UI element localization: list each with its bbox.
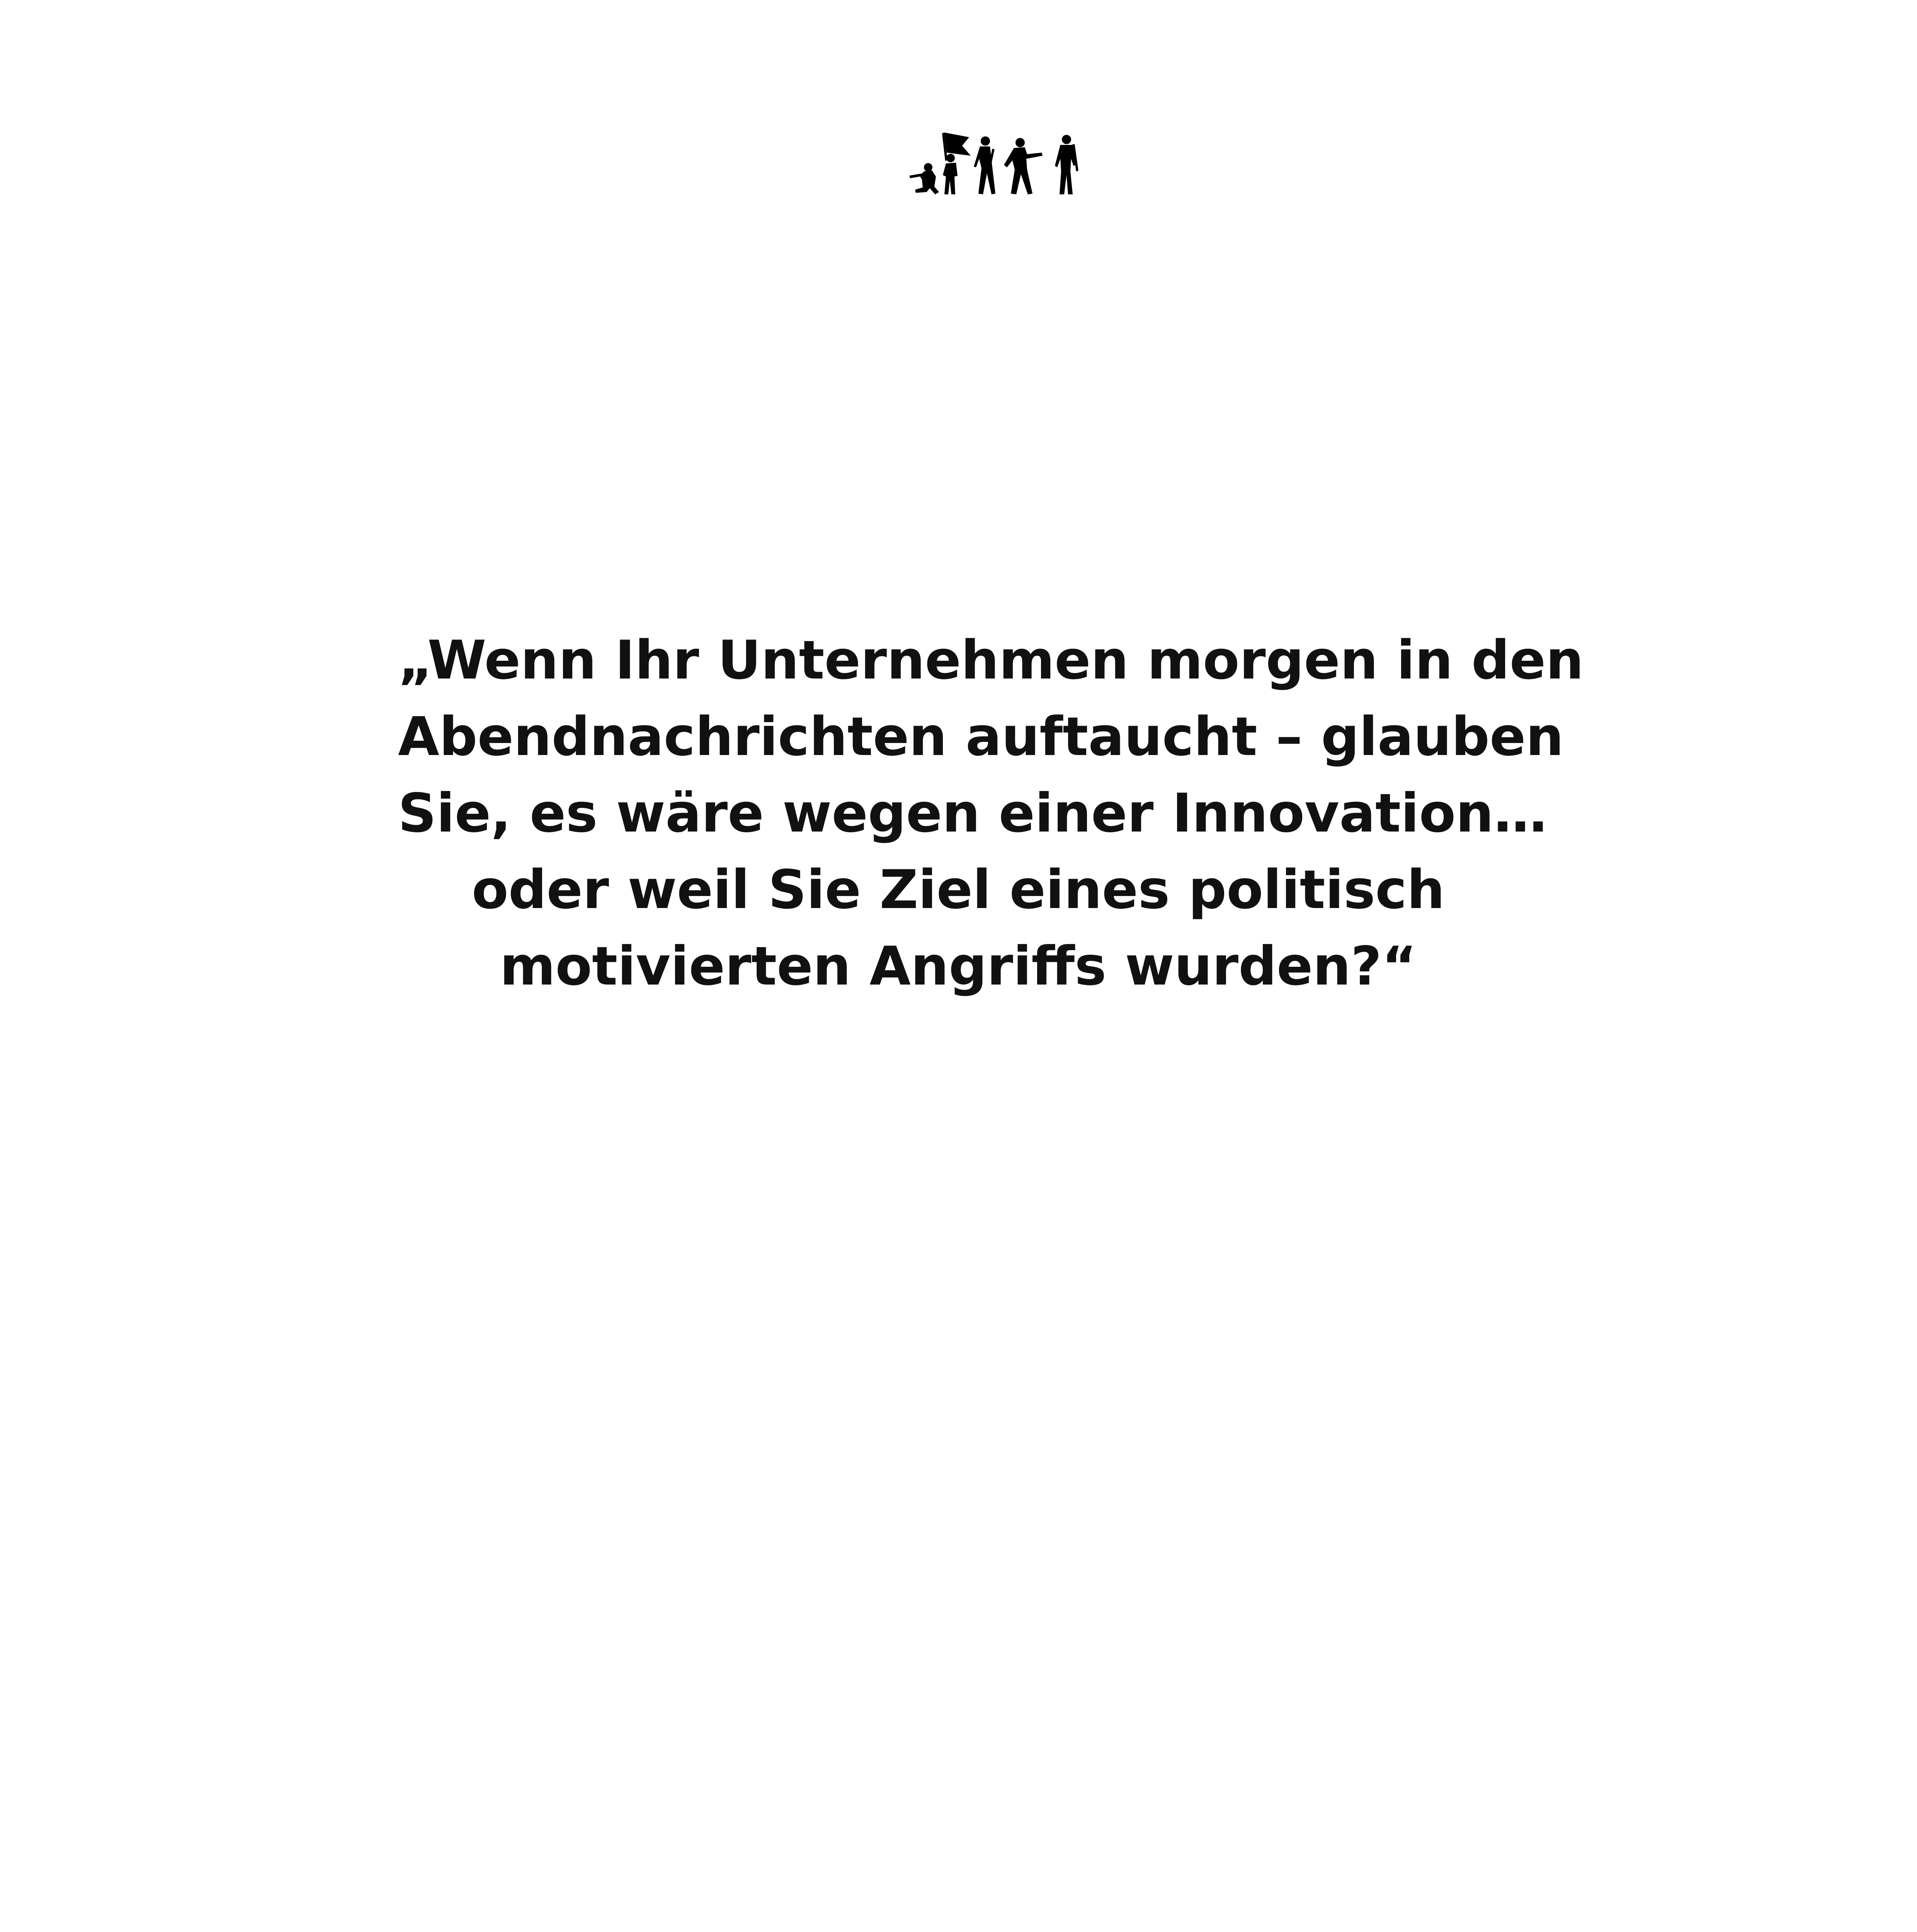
aiming-soldier-icon — [1004, 138, 1043, 194]
walking-soldier-icon — [974, 136, 995, 194]
flag-bearer-icon — [942, 133, 971, 194]
soldier-silhouettes-icon — [904, 122, 1090, 199]
quote-line: „Wenn Ihr Unternehmen morgen in den — [398, 629, 1584, 691]
quote-line: oder weil Sie Ziel eines politisch — [471, 859, 1445, 921]
quote-block — [398, 622, 1584, 1005]
quote-line: motivierten Angriffs wurden?“ — [500, 935, 1417, 997]
standing-soldier-icon — [1055, 135, 1078, 194]
quote-line: Abendnachrichten auftaucht – glauben — [398, 706, 1564, 768]
crouching-soldier-icon — [910, 163, 939, 194]
quote-line: Sie, es wäre wegen einer Innovation… — [398, 782, 1547, 844]
